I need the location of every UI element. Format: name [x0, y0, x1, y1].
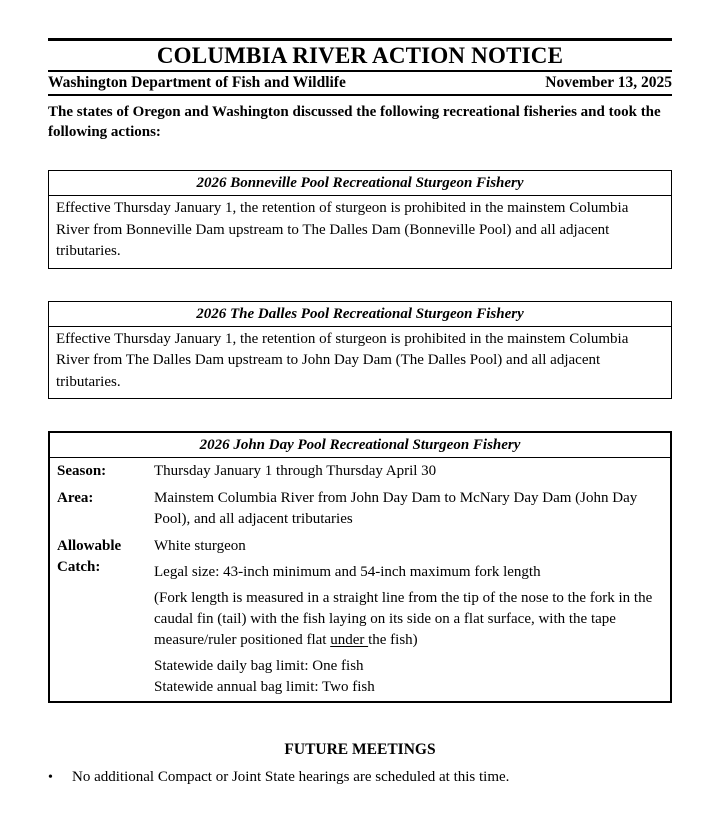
notice-box-body: Effective Thursday January 1, the retention of sturgeon is prohibited in the mainstem Columbia River from Bonneville Dam upstream to The Dalles Dam (Bonneville Pool) and all adjacent tributaries.	[56, 200, 629, 259]
allowable-catch-value	[154, 536, 662, 698]
future-meetings-heading: FUTURE MEETINGS	[284, 741, 436, 758]
notice-box-title: 2026 Bonneville Pool Recreational Sturgeon Fishery	[49, 171, 671, 196]
notice-box-title: 2026 John Day Pool Recreational Sturgeon Fishery	[50, 433, 670, 458]
notice-box-john-day-pool	[48, 431, 672, 703]
season-row	[50, 458, 670, 485]
catch-annual-limit: Statewide annual bag limit: Two fish	[154, 679, 375, 695]
notice-box-the-dalles-pool	[48, 301, 672, 400]
bullet-icon: •	[48, 770, 53, 785]
area-value: Mainstem Columbia River from John Day Dam to McNary Day Dam (John Day Pool), and all adjacent tributaries	[154, 490, 638, 527]
catch-species: White sturgeon	[154, 538, 246, 554]
future-meetings-list	[48, 767, 672, 788]
notice-date: November 13, 2025	[545, 74, 672, 91]
area-label: Area:	[57, 490, 94, 506]
fork-note-suffix: the fish)	[368, 632, 418, 648]
intro-paragraph: The states of Oregon and Washington discussed the following recreational fisheries and took the following actions:	[48, 104, 661, 140]
list-item	[48, 767, 672, 788]
agency-name: Washington Department of Fish and Wildlife	[48, 74, 346, 91]
agency-date-row	[48, 72, 672, 94]
document-title: COLUMBIA RIVER ACTION NOTICE	[156, 43, 564, 68]
fork-note-underlined: under	[330, 632, 369, 648]
season-label: Season:	[57, 463, 107, 479]
fork-note-prefix: (Fork length is measured in a straight line from the tip of the nose to the fork in the caudal fin (tail) with the fish laying on its side on a flat surface, with the tape measure/ruler positioned flat	[154, 590, 653, 648]
catch-daily-limit: Statewide daily bag limit: One fish	[154, 658, 364, 674]
notice-box-body: Effective Thursday January 1, the retention of sturgeon is prohibited in the mainstem Columbia River from The Dalles Dam upstream to John Day Dam (The Dalles Pool) and all adjacent tributaries.	[56, 330, 629, 390]
fork-length-note	[154, 588, 662, 651]
season-value: Thursday January 1 through Thursday April 30	[154, 463, 437, 479]
catch-legal-size: Legal size: 43-inch minimum and 54-inch maximum fork length	[154, 564, 541, 580]
allowable-catch-row	[50, 533, 670, 701]
allowable-catch-label: Allowable Catch:	[57, 538, 122, 575]
notice-box-bonneville-pool	[48, 170, 672, 269]
area-row	[50, 485, 670, 533]
list-item-text: No additional Compact or Joint State hearings are scheduled at this time.	[72, 769, 510, 785]
notice-box-title: 2026 The Dalles Pool Recreational Sturgeon Fishery	[49, 302, 671, 327]
header-bottom-rule	[48, 94, 672, 96]
